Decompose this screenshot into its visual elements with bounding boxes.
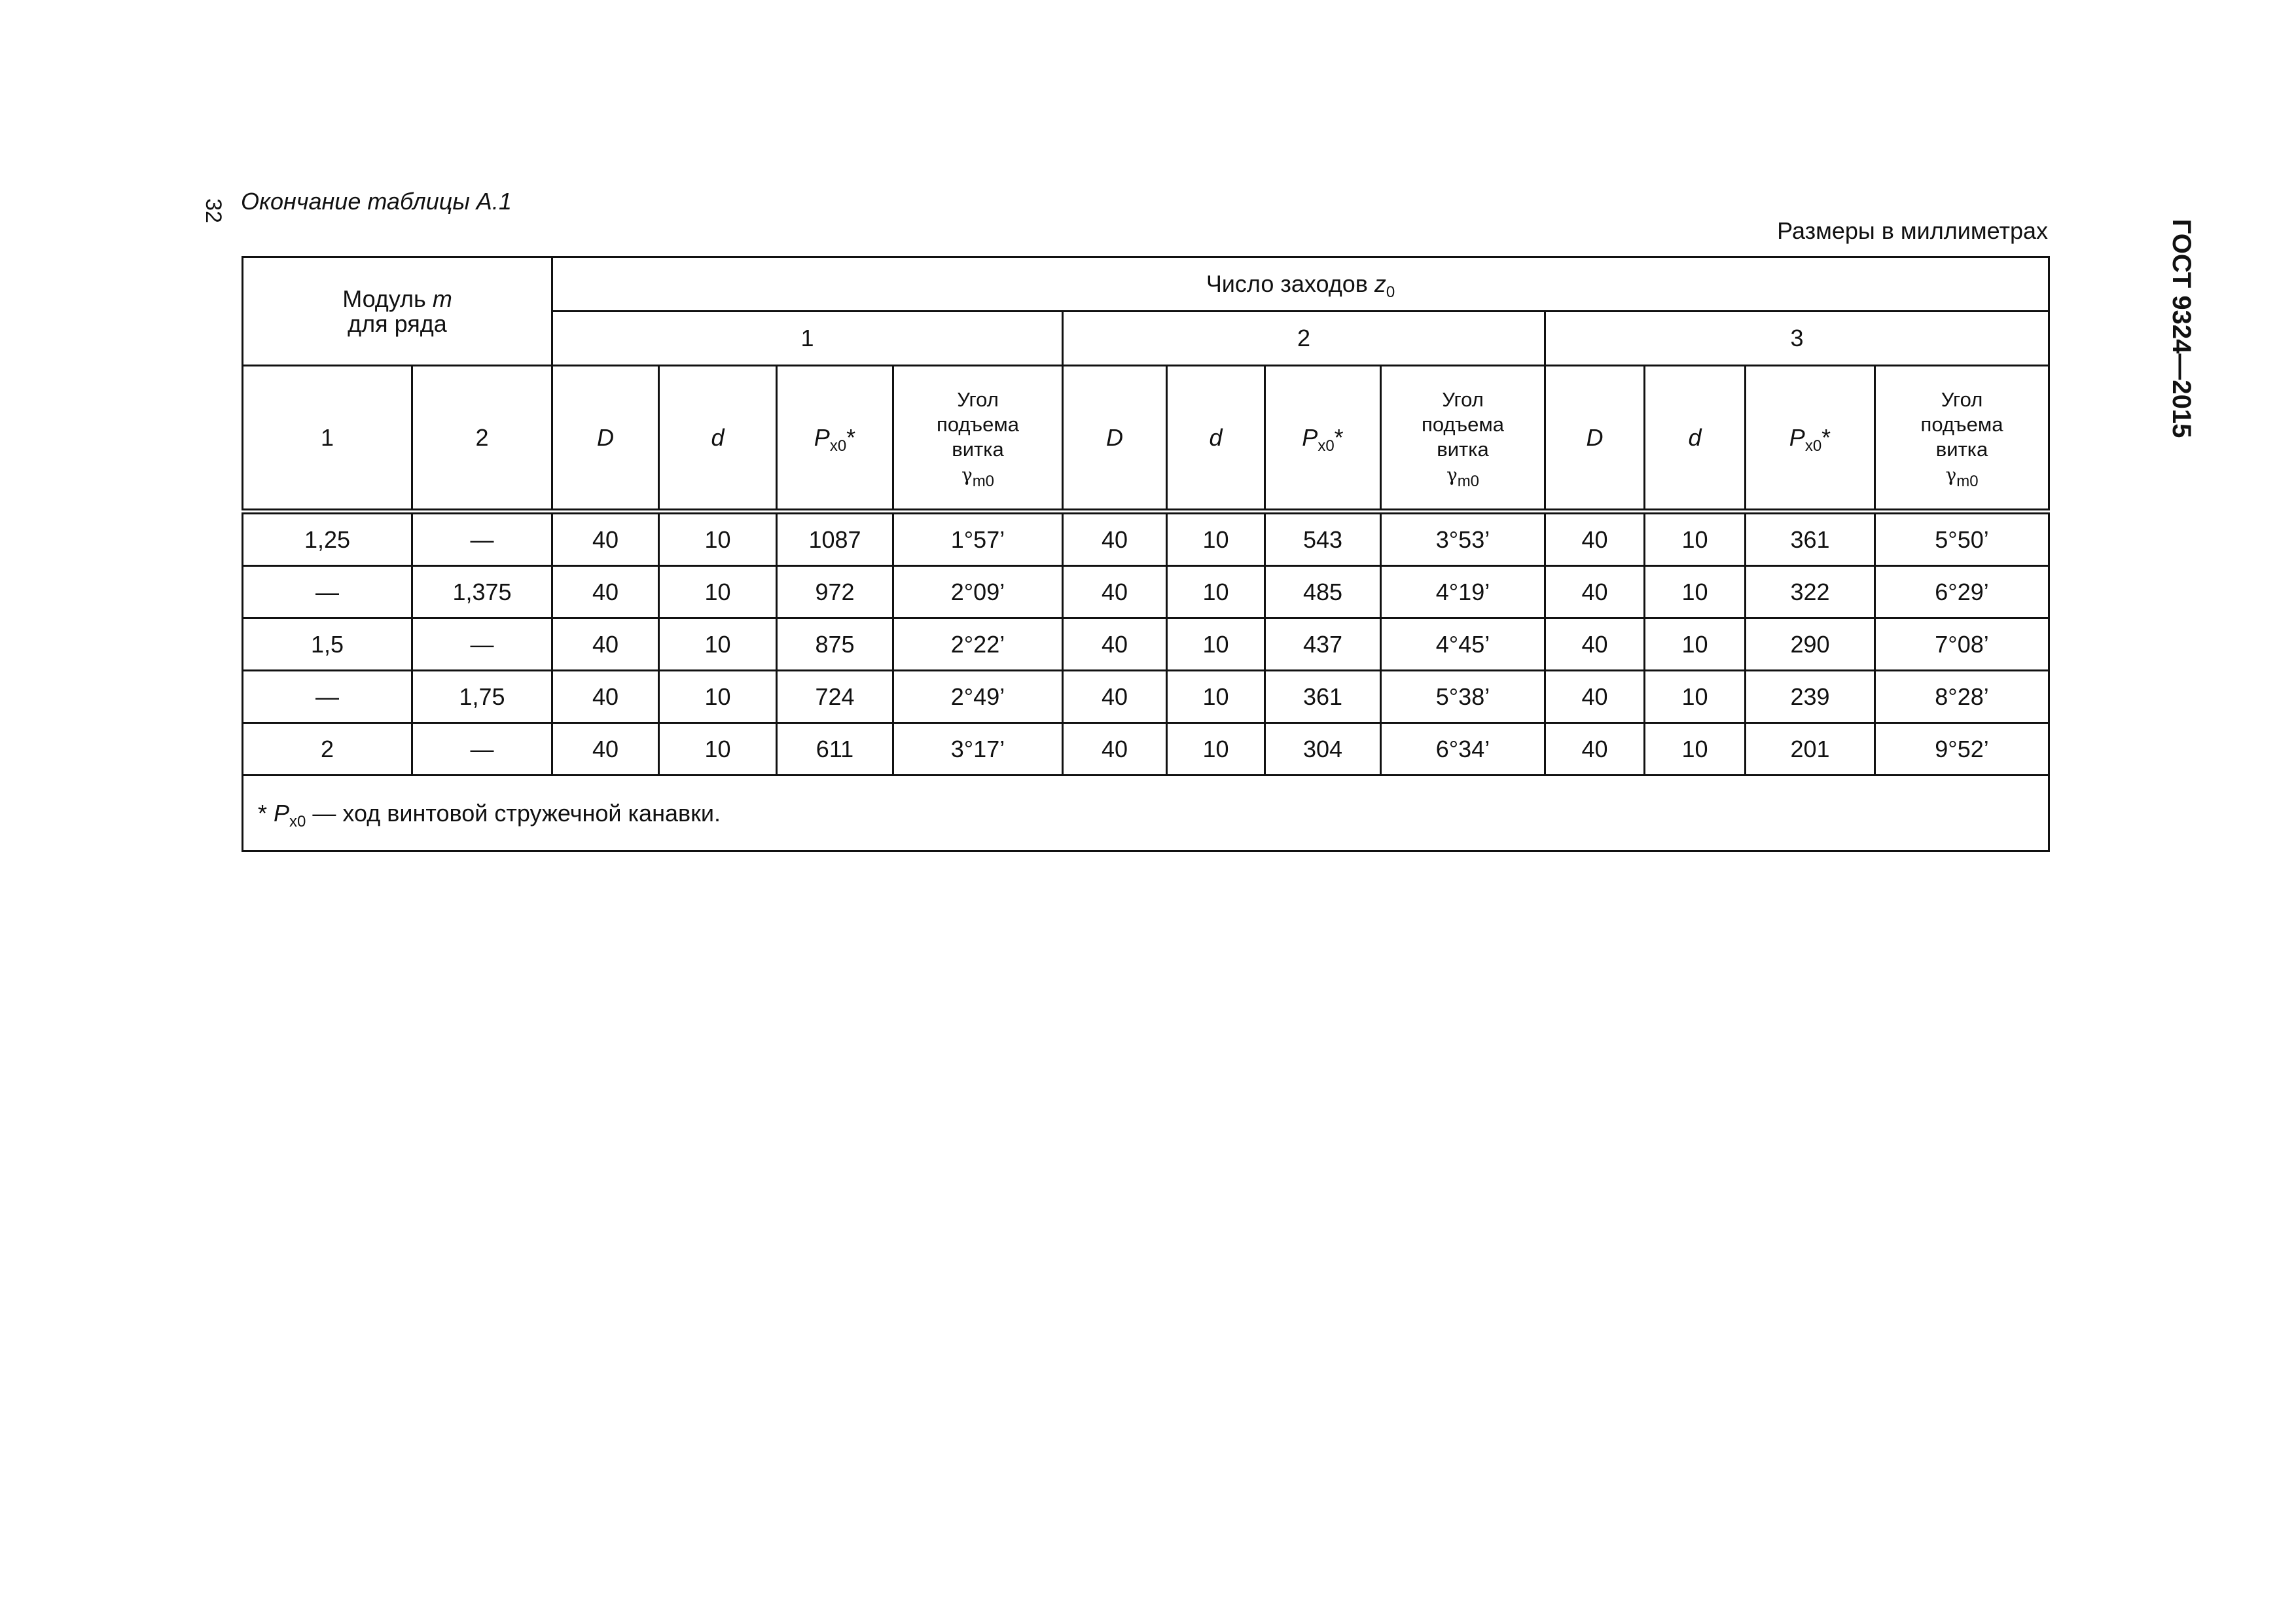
table-cell: 10 xyxy=(1645,566,1746,618)
table-cell: — xyxy=(243,566,412,618)
table-cell: — xyxy=(412,618,552,671)
table-cell: 304 xyxy=(1265,723,1381,776)
table-cell: 40 xyxy=(552,723,659,776)
gamma-symbol: γ xyxy=(961,464,973,486)
table-cell: — xyxy=(412,723,552,776)
table-cell: 40 xyxy=(1063,671,1167,723)
table-cell: 611 xyxy=(777,723,893,776)
module-header-row-label: для ряда xyxy=(348,310,447,337)
table-row xyxy=(243,671,2049,723)
header-row-3 xyxy=(243,366,2049,512)
p-subscript: x0 xyxy=(1318,437,1335,455)
footnote-row xyxy=(243,776,2049,851)
footnote-text: — ход винтовой стружечной канавки. xyxy=(312,799,721,827)
table-cell: 543 xyxy=(1265,512,1381,566)
gamma-subscript: m0 xyxy=(1457,473,1480,490)
table-caption: Окончание таблицы А.1 xyxy=(241,188,512,215)
table-cell: 8°28’ xyxy=(1875,671,2049,723)
table-cell: 3°53’ xyxy=(1381,512,1545,566)
gear-data-table xyxy=(242,256,2050,852)
p-star: * xyxy=(1821,423,1831,451)
table-cell: 4°45’ xyxy=(1381,618,1545,671)
angle-label-2: подъема xyxy=(937,413,1019,436)
table-cell: 40 xyxy=(1545,512,1645,566)
col-header-d: d xyxy=(1167,366,1265,512)
table-cell: 9°52’ xyxy=(1875,723,2049,776)
gamma-symbol: γ xyxy=(1446,464,1458,486)
p-subscript: x0 xyxy=(829,437,847,455)
table-cell: 290 xyxy=(1746,618,1875,671)
table-cell: 239 xyxy=(1746,671,1875,723)
col-header-D: D xyxy=(552,366,659,512)
p-star: * xyxy=(1334,423,1344,451)
col-header-P xyxy=(777,366,893,512)
table-cell: 322 xyxy=(1746,566,1875,618)
col-header-D: D xyxy=(1063,366,1167,512)
table-cell: 40 xyxy=(552,512,659,566)
table-cell: 6°29’ xyxy=(1875,566,2049,618)
table-cell: 40 xyxy=(1063,723,1167,776)
table-cell: 2°09’ xyxy=(893,566,1063,618)
angle-label-2: подъема xyxy=(1422,413,1504,436)
p-star: * xyxy=(846,423,856,451)
p-symbol: P xyxy=(1789,423,1805,451)
entries-symbol-sub: 0 xyxy=(1386,283,1395,301)
table-cell: 10 xyxy=(1645,671,1746,723)
angle-label-3: витка xyxy=(1935,438,1988,461)
angle-label-3: витка xyxy=(952,438,1004,461)
entries-header-cell xyxy=(552,257,2049,312)
table-cell: 40 xyxy=(1545,566,1645,618)
table-cell: 10 xyxy=(1167,512,1265,566)
table-cell: 10 xyxy=(1167,671,1265,723)
table-cell: 40 xyxy=(552,671,659,723)
table-row xyxy=(243,512,2049,566)
header-row-1 xyxy=(243,257,2049,312)
angle-label-1: Угол xyxy=(957,388,999,411)
table-cell: 10 xyxy=(1645,618,1746,671)
table-cell: 40 xyxy=(1063,618,1167,671)
gamma-subscript: m0 xyxy=(972,473,995,490)
col-header-angle xyxy=(1381,366,1545,512)
footnote-symbol: P xyxy=(274,799,290,827)
table-cell: 40 xyxy=(1545,723,1645,776)
table-cell: 972 xyxy=(777,566,893,618)
table-cell: 361 xyxy=(1746,512,1875,566)
table-cell: 10 xyxy=(1645,723,1746,776)
table-cell: 40 xyxy=(552,566,659,618)
table-cell: 1087 xyxy=(777,512,893,566)
table-cell: 10 xyxy=(1167,618,1265,671)
footnote-subscript: x0 xyxy=(289,812,306,830)
col-header-d: d xyxy=(659,366,777,512)
angle-label-2: подъема xyxy=(1920,413,2003,436)
table-cell: 1°57’ xyxy=(893,512,1063,566)
units-note: Размеры в миллиметрах xyxy=(1777,217,2048,244)
table-cell: 7°08’ xyxy=(1875,618,2049,671)
table-cell: 875 xyxy=(777,618,893,671)
table-cell: 10 xyxy=(659,723,777,776)
row-col-header-1: 1 xyxy=(243,366,412,512)
gamma-symbol: γ xyxy=(1945,464,1957,486)
table-cell: 10 xyxy=(659,566,777,618)
col-header-P xyxy=(1746,366,1875,512)
table-cell: 40 xyxy=(552,618,659,671)
page-number: 32 xyxy=(201,198,226,223)
table-cell: 2°22’ xyxy=(893,618,1063,671)
table-cell: 201 xyxy=(1746,723,1875,776)
table-cell: 10 xyxy=(1645,512,1746,566)
angle-label-3: витка xyxy=(1437,438,1489,461)
gamma-subscript: m0 xyxy=(1956,473,1979,490)
table-cell: 1,5 xyxy=(243,618,412,671)
module-symbol: m xyxy=(432,285,452,312)
table-cell: 1,75 xyxy=(412,671,552,723)
document-code: ГОСТ 9324—2015 xyxy=(2167,219,2196,438)
table-cell: 40 xyxy=(1545,618,1645,671)
table-cell: 724 xyxy=(777,671,893,723)
col-header-P xyxy=(1265,366,1381,512)
group-header-2: 2 xyxy=(1063,312,1545,366)
table-row xyxy=(243,566,2049,618)
angle-label-1: Угол xyxy=(1442,388,1484,411)
table-cell: 40 xyxy=(1063,512,1167,566)
table-cell: — xyxy=(243,671,412,723)
angle-label-1: Угол xyxy=(1941,388,1983,411)
table-cell: 40 xyxy=(1063,566,1167,618)
footnote-star: * xyxy=(258,799,268,827)
p-symbol: P xyxy=(1302,423,1318,451)
table-cell: 4°19’ xyxy=(1381,566,1545,618)
table-cell: 5°38’ xyxy=(1381,671,1545,723)
table-cell: 1,375 xyxy=(412,566,552,618)
row-col-header-2: 2 xyxy=(412,366,552,512)
table-cell: 10 xyxy=(1167,723,1265,776)
module-header-label: Модуль xyxy=(342,285,426,312)
p-subscript: x0 xyxy=(1804,437,1822,455)
col-header-angle xyxy=(1875,366,2049,512)
module-header-cell xyxy=(243,257,552,366)
table-cell: 5°50’ xyxy=(1875,512,2049,566)
p-symbol: P xyxy=(814,423,830,451)
entries-symbol: z xyxy=(1374,270,1386,297)
group-header-3: 3 xyxy=(1545,312,2049,366)
table-cell: 6°34’ xyxy=(1381,723,1545,776)
group-header-1: 1 xyxy=(552,312,1063,366)
table-cell: 361 xyxy=(1265,671,1381,723)
table-cell: 40 xyxy=(1545,671,1645,723)
table-cell: 10 xyxy=(659,618,777,671)
table-cell: 10 xyxy=(659,671,777,723)
table-cell: 485 xyxy=(1265,566,1381,618)
table-cell: 2 xyxy=(243,723,412,776)
table-cell: 10 xyxy=(659,512,777,566)
table-cell: 1,25 xyxy=(243,512,412,566)
col-header-angle xyxy=(893,366,1063,512)
table-cell: — xyxy=(412,512,552,566)
col-header-d: d xyxy=(1645,366,1746,512)
table-cell: 3°17’ xyxy=(893,723,1063,776)
table-row xyxy=(243,723,2049,776)
table-cell: 10 xyxy=(1167,566,1265,618)
table-cell: 2°49’ xyxy=(893,671,1063,723)
footnote xyxy=(243,776,2049,851)
table-cell: 437 xyxy=(1265,618,1381,671)
entries-header-label: Число заходов xyxy=(1206,270,1368,297)
col-header-D: D xyxy=(1545,366,1645,512)
table-row xyxy=(243,618,2049,671)
